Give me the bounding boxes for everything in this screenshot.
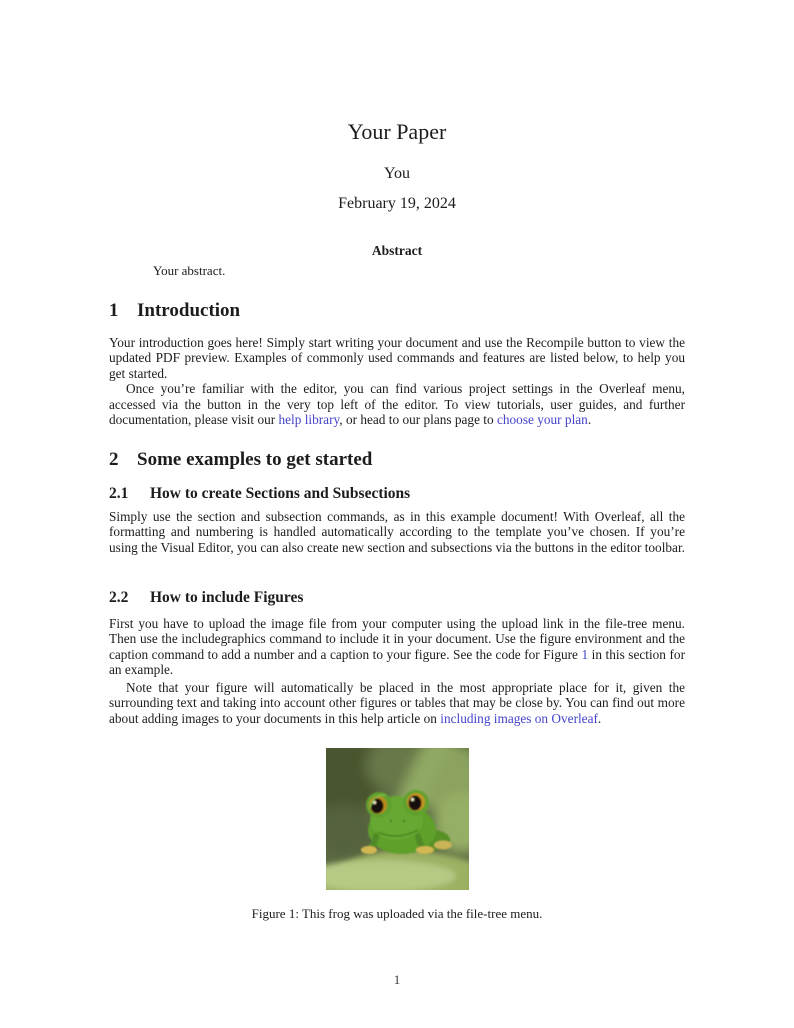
sections-paragraph-1: Simply use the section and subsection commands, as in this example document! With Overleaf, all the formatting and numbering is handled automatically according to the template you’ve chosen. If you’re using the Visual Editor, you can also create new section and subsections via the buttons in the editor toolbar. xyxy=(109,509,685,555)
abstract-heading: Abstract xyxy=(371,243,423,258)
paper-date: February 19, 2024 xyxy=(338,195,456,212)
intro-paragraph-2-text: Once you’re familiar with the editor, you can find various project settings in the Overleaf menu, accessed via the button in the very top left of the editor. To view tutorials, user guides, and further documentation, please visit our xyxy=(109,381,685,428)
choose-your-plan-link[interactable]: choose your plan xyxy=(496,412,588,428)
intro-paragraph-2 xyxy=(109,381,685,427)
section-heading-examples xyxy=(109,449,685,471)
figures-paragraph-1-text: in this section for an example. xyxy=(109,646,685,678)
figures-paragraph-2-text: Note that your figure will automatically be placed in the most appropriate place for it, given the surrounding text and taking into account other figures or tables that may be close by. You can find out more about adding images to your documents in this help article on xyxy=(109,680,685,726)
page-number: 1 xyxy=(393,972,401,987)
introduction-body xyxy=(109,335,685,427)
section-heading-introduction xyxy=(109,300,685,322)
subsection-heading-figures xyxy=(109,589,685,607)
frog-photo xyxy=(326,748,469,890)
figures-paragraph-2-text: . xyxy=(597,710,602,726)
section-title: Some examples to get started xyxy=(137,449,373,470)
figure-1-reference-link[interactable]: 1 xyxy=(581,646,589,662)
subsection-number: 2.2 xyxy=(109,589,129,606)
subsection-number: 2.1 xyxy=(109,485,129,502)
figures-body-2 xyxy=(109,680,685,726)
figures-paragraph-1-text: First you have to upload the image file from your computer using the upload link in the file-tree menu. Then use the includegraphics command to include it in your document. Use the figure environment and the caption command to add a number and a caption to your figure. See the code for Figure xyxy=(109,616,685,662)
including-images-link[interactable]: including images on Overleaf xyxy=(440,710,598,726)
section-number: 2 xyxy=(109,449,119,470)
intro-paragraph-2-text: , or head to our plans page to xyxy=(339,412,497,428)
help-library-link[interactable]: help library xyxy=(278,412,340,428)
figure-1-caption: Figure 1: This frog was uploaded via the file-tree menu. xyxy=(251,906,543,921)
figures-paragraph-2 xyxy=(109,680,685,726)
intro-paragraph-1: Your introduction goes here! Simply start writing your document and use the Recompile button to view the updated PDF preview. Examples of commonly used commands and features are listed below, to help you get started. xyxy=(109,335,685,381)
section-number: 1 xyxy=(109,300,119,321)
figures-body-1 xyxy=(109,616,685,678)
paper-title: Your Paper xyxy=(347,119,447,144)
figures-paragraph-1 xyxy=(109,616,685,678)
subsection-title: How to create Sections and Subsections xyxy=(150,485,411,502)
subsection-title: How to include Figures xyxy=(150,589,304,606)
intro-paragraph-2-text: . xyxy=(587,412,592,428)
abstract-text: Your abstract. xyxy=(153,263,226,278)
sections-body xyxy=(109,509,685,555)
subsection-heading-sections xyxy=(109,485,685,503)
section-title: Introduction xyxy=(137,300,241,321)
figure-1 xyxy=(0,748,794,890)
paper-author: You xyxy=(384,165,410,182)
